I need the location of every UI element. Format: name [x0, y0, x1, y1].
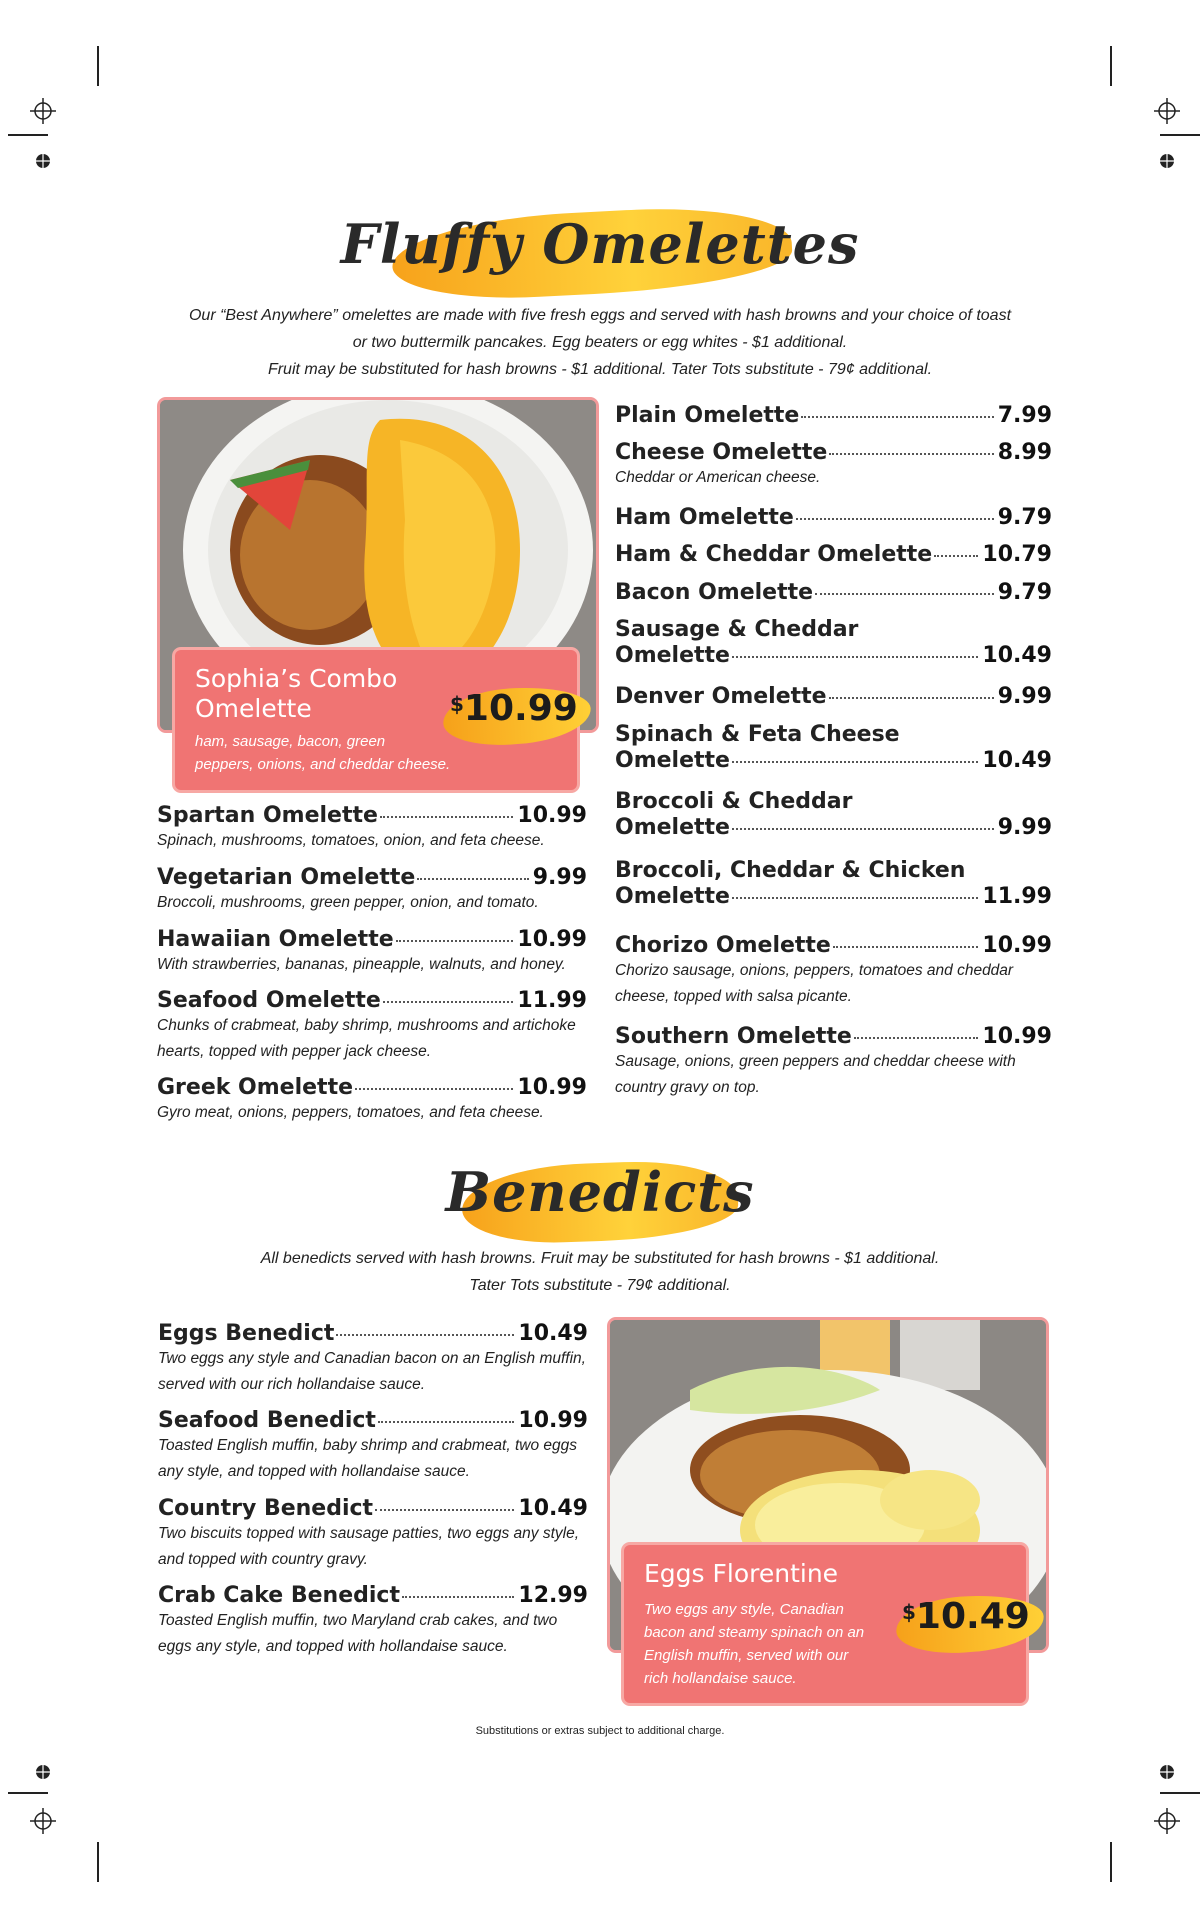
intro-line: Fruit may be substituted for hash browns - $1 additional. Tater Tots substitute - 79¢ additional. — [267, 361, 933, 378]
dot-leader — [378, 1421, 514, 1423]
menu-item — [615, 440, 1052, 491]
item-desc: Two eggs any style and Canadian bacon on an English muffin, — [158, 1350, 586, 1367]
item-name: Ham Omelette — [615, 505, 794, 530]
menu-item — [157, 803, 587, 854]
feature-price-value: 10.99 — [463, 688, 578, 729]
feature-desc-line: ham, sausage, bacon, green — [195, 733, 386, 750]
menu-item — [615, 933, 1052, 1010]
dot-leader — [732, 761, 978, 763]
menu-item — [615, 1024, 1052, 1101]
item-name: Omelette — [615, 748, 730, 773]
currency-symbol: $ — [450, 692, 464, 716]
item-desc: Sausage, onions, green peppers and cheddar cheese with — [615, 1053, 1016, 1070]
feature-desc-line: English muffin, served with our — [644, 1647, 849, 1664]
item-price: 7.99 — [997, 403, 1052, 428]
crop-mark — [1160, 1792, 1200, 1794]
item-name: Omelette — [615, 884, 730, 909]
item-price: 8.99 — [997, 440, 1052, 465]
menu-item — [157, 865, 587, 916]
dot-leader — [375, 1509, 514, 1511]
menu-item — [615, 505, 1052, 530]
item-name: Bacon Omelette — [615, 580, 814, 605]
dot-leader — [815, 593, 994, 595]
menu-item — [615, 684, 1052, 709]
item-desc: Gyro meat, onions, peppers, tomatoes, and feta cheese. — [157, 1104, 544, 1121]
dot-leader — [383, 1001, 514, 1003]
currency-symbol: $ — [902, 1600, 916, 1624]
crop-mark — [97, 46, 99, 86]
item-price: 9.99 — [997, 684, 1052, 709]
dot-leader — [801, 416, 993, 418]
item-name: Southern Omelette — [615, 1024, 852, 1049]
item-desc: cheese, topped with salsa picante. — [615, 988, 852, 1005]
benedicts-title: Benedicts — [445, 1160, 755, 1224]
item-name: Ham & Cheddar Omelette — [615, 542, 933, 567]
item-price: 11.99 — [517, 988, 587, 1013]
omelettes-title: Fluffy Omelettes — [340, 212, 860, 276]
registration-target-icon — [1154, 98, 1180, 124]
item-price: 10.99 — [517, 803, 587, 828]
item-name: Country Benedict — [158, 1496, 374, 1521]
item-price: 10.99 — [517, 1075, 587, 1100]
menu-item — [158, 1321, 588, 1398]
item-desc: country gravy on top. — [615, 1079, 760, 1096]
item-name: Spinach & Feta Cheese — [615, 722, 900, 747]
menu-item — [615, 542, 1052, 567]
menu-item — [615, 858, 1052, 909]
dot-leader — [732, 656, 978, 658]
omelettes-heading-wrap — [0, 212, 1200, 276]
intro-line: or two buttermilk pancakes. Egg beaters or egg whites - $1 additional. — [352, 334, 848, 351]
item-price: 10.99 — [517, 927, 587, 952]
feature-title-line: Sophia’s Combo — [195, 664, 398, 693]
item-price: 9.99 — [532, 865, 587, 890]
crop-mark — [8, 134, 48, 136]
intro-line: Tater Tots substitute - 79¢ additional. — [469, 1277, 731, 1294]
feature-desc-line: peppers, onions, and cheddar cheese. — [195, 756, 451, 773]
item-name: Vegetarian Omelette — [157, 865, 416, 890]
menu-item — [615, 403, 1052, 428]
dot-leader — [732, 897, 978, 899]
registration-target-icon — [1154, 1808, 1180, 1834]
intro-line: Our “Best Anywhere” omelettes are made with five fresh eggs and served with hash browns and your choice of toast — [188, 307, 1012, 324]
dot-leader — [396, 940, 514, 942]
omelettes-intro — [0, 302, 1200, 383]
dot-leader — [829, 697, 994, 699]
item-desc: any style, and topped with hollandaise sauce. — [158, 1463, 470, 1480]
item-desc: served with our rich hollandaise sauce. — [158, 1376, 426, 1393]
item-price: 10.49 — [518, 1496, 588, 1521]
item-name: Sausage & Cheddar — [615, 617, 859, 642]
benedicts-heading-wrap — [0, 1160, 1200, 1224]
dot-leader — [336, 1334, 514, 1336]
crop-mark — [1110, 46, 1112, 86]
crop-mark — [97, 1842, 99, 1882]
feature-desc-line: rich hollandaise sauce. — [644, 1670, 797, 1687]
item-price: 10.49 — [982, 748, 1052, 773]
menu-item — [615, 789, 1052, 840]
item-desc: Chunks of crabmeat, baby shrimp, mushrooms and artichoke — [157, 1017, 576, 1034]
item-price: 9.79 — [997, 505, 1052, 530]
dot-leader — [355, 1088, 513, 1090]
dot-leader — [934, 555, 978, 557]
item-desc: and topped with country gravy. — [158, 1551, 368, 1568]
item-desc: eggs any style, and topped with hollandaise sauce. — [158, 1638, 508, 1655]
item-name: Plain Omelette — [615, 403, 800, 428]
dot-leader — [380, 816, 513, 818]
item-price: 9.79 — [997, 580, 1052, 605]
menu-item — [615, 617, 1052, 668]
item-name: Chorizo Omelette — [615, 933, 831, 958]
dot-leader — [732, 828, 994, 830]
item-price: 10.99 — [982, 1024, 1052, 1049]
crop-mark — [8, 1792, 48, 1794]
item-price: 9.99 — [997, 815, 1052, 840]
feature-price — [450, 688, 578, 729]
feature-desc-line: bacon and steamy spinach on an — [644, 1624, 865, 1641]
item-price: 10.99 — [982, 933, 1052, 958]
item-price: 10.99 — [518, 1408, 588, 1433]
feature-price-value: 10.49 — [915, 1596, 1030, 1637]
menu-item — [157, 988, 587, 1065]
item-name: Greek Omelette — [157, 1075, 354, 1100]
item-name: Omelette — [615, 643, 730, 668]
registration-dot-icon — [1157, 1762, 1177, 1782]
item-name: Spartan Omelette — [157, 803, 378, 828]
item-desc: With strawberries, bananas, pineapple, walnuts, and honey. — [157, 956, 566, 973]
menu-item — [615, 580, 1052, 605]
dot-leader — [402, 1596, 514, 1598]
feature-title: Eggs Florentine — [644, 1559, 839, 1588]
menu-item — [158, 1496, 588, 1573]
item-desc: Toasted English muffin, baby shrimp and crabmeat, two eggs — [158, 1437, 578, 1454]
menu-item — [615, 722, 1052, 773]
item-price: 10.79 — [982, 542, 1052, 567]
registration-target-icon — [30, 1808, 56, 1834]
item-desc: Chorizo sausage, onions, peppers, tomatoes and cheddar — [615, 962, 1014, 979]
dot-leader — [829, 453, 993, 455]
feature-price — [902, 1596, 1030, 1637]
feature-desc-line: Two eggs any style, Canadian — [644, 1601, 844, 1618]
item-desc: Two biscuits topped with sausage patties, two eggs any style, — [158, 1525, 580, 1542]
menu-item — [157, 1075, 587, 1126]
dot-leader — [417, 878, 528, 880]
item-name: Seafood Omelette — [157, 988, 381, 1013]
item-price: 10.49 — [518, 1321, 588, 1346]
registration-dot-icon — [1157, 151, 1177, 171]
item-name: Eggs Benedict — [158, 1321, 335, 1346]
item-price: 10.49 — [982, 643, 1052, 668]
item-desc: Spinach, mushrooms, tomatoes, onion, and feta cheese. — [157, 832, 545, 849]
registration-dot-icon — [33, 1762, 53, 1782]
item-desc: Cheddar or American cheese. — [615, 469, 821, 486]
menu-item — [157, 927, 587, 978]
item-name: Omelette — [615, 815, 730, 840]
dot-leader — [854, 1037, 979, 1039]
item-desc: hearts, topped with pepper jack cheese. — [157, 1043, 432, 1060]
item-price: 12.99 — [518, 1583, 588, 1608]
item-desc: Toasted English muffin, two Maryland crab cakes, and two — [158, 1612, 558, 1629]
item-desc: Broccoli, mushrooms, green pepper, onion, and tomato. — [157, 894, 539, 911]
menu-item — [158, 1583, 588, 1660]
item-name: Broccoli & Cheddar — [615, 789, 853, 814]
item-name: Broccoli, Cheddar & Chicken — [615, 858, 966, 883]
item-name: Hawaiian Omelette — [157, 927, 394, 952]
menu-item — [158, 1408, 588, 1485]
crop-mark — [1160, 134, 1200, 136]
footnote: Substitutions or extras subject to additional charge. — [475, 1725, 725, 1737]
feature-title-line: Omelette — [195, 694, 312, 723]
registration-target-icon — [30, 98, 56, 124]
crop-mark — [1110, 1842, 1112, 1882]
dot-leader — [796, 518, 994, 520]
registration-dot-icon — [33, 151, 53, 171]
benedicts-intro — [0, 1245, 1200, 1299]
dot-leader — [833, 946, 979, 948]
item-name: Denver Omelette — [615, 684, 827, 709]
item-name: Cheese Omelette — [615, 440, 828, 465]
item-name: Crab Cake Benedict — [158, 1583, 400, 1608]
intro-line: All benedicts served with hash browns. Fruit may be substituted for hash browns - $1 additional. — [260, 1250, 940, 1267]
item-name: Seafood Benedict — [158, 1408, 376, 1433]
item-price: 11.99 — [982, 884, 1052, 909]
